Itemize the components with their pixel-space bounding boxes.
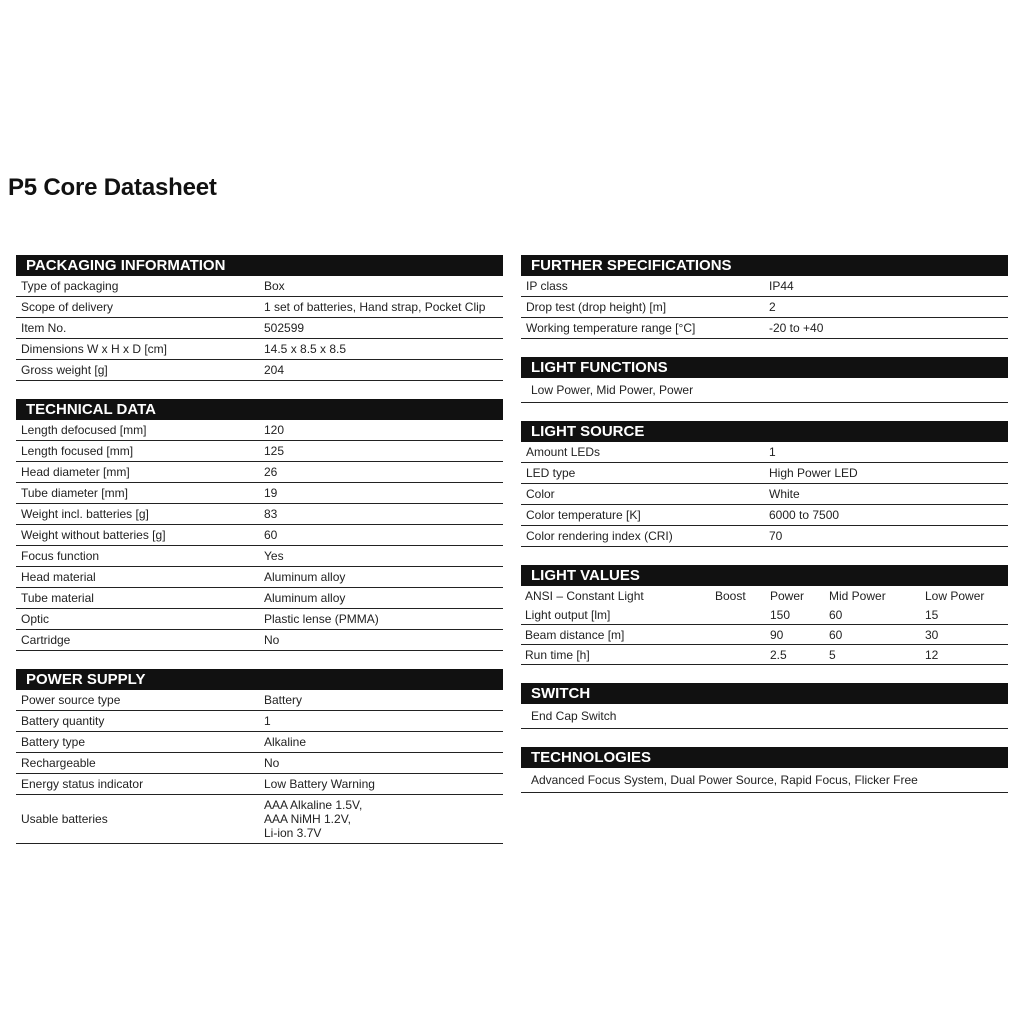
cell: 15 [921, 605, 1008, 625]
row-value: 60 [259, 525, 503, 546]
row-value: 19 [259, 483, 503, 504]
row-value: Yes [259, 546, 503, 567]
packaging-table [16, 276, 503, 381]
row-value: 2 [764, 297, 1008, 318]
row-label: Beam distance [m] [521, 625, 711, 645]
technologies-text: Advanced Focus System, Dual Power Source, Rapid Focus, Flicker Free [521, 768, 1008, 793]
table-row [521, 297, 1008, 318]
table-row [521, 484, 1008, 505]
row-label: IP class [521, 276, 764, 297]
row-label: Amount LEDs [521, 442, 764, 463]
row-label: Weight incl. batteries [g] [16, 504, 259, 525]
column-header: Low Power [925, 588, 985, 603]
row-label: Length focused [mm] [16, 441, 259, 462]
row-label: Focus function [16, 546, 259, 567]
row-value: IP44 [764, 276, 1008, 297]
table-row [16, 504, 503, 525]
row-label: Head diameter [mm] [16, 462, 259, 483]
power-table [16, 690, 503, 844]
table-row [16, 774, 503, 795]
row-value: Plastic lense (PMMA) [259, 609, 503, 630]
section-header: FURTHER SPECIFICATIONS [521, 255, 1008, 276]
light-values-section [521, 565, 1008, 665]
row-label: Rechargeable [16, 753, 259, 774]
table-row [16, 732, 503, 753]
table-header-row [521, 586, 1008, 605]
light-functions-section [521, 357, 1008, 403]
row-label: Tube diameter [mm] [16, 483, 259, 504]
row-label: Power source type [16, 690, 259, 711]
light-values-table [521, 586, 1008, 665]
switch-text: End Cap Switch [521, 704, 1008, 729]
row-value: 83 [259, 504, 503, 525]
table-row [521, 625, 1008, 645]
row-value: High Power LED [764, 463, 1008, 484]
table-row [16, 567, 503, 588]
row-value: 14.5 x 8.5 x 8.5 [259, 339, 503, 360]
row-value: 6000 to 7500 [764, 505, 1008, 526]
power-section [16, 669, 503, 844]
left-column [16, 255, 503, 862]
row-label: Battery quantity [16, 711, 259, 732]
row-value: No [259, 630, 503, 651]
row-label: Item No. [16, 318, 259, 339]
table-row [16, 360, 503, 381]
column-header: Boost [715, 588, 746, 603]
row-value: Alkaline [259, 732, 503, 753]
table-row [16, 546, 503, 567]
row-label: Usable batteries [16, 795, 259, 844]
row-label: Tube material [16, 588, 259, 609]
row-label: Battery type [16, 732, 259, 753]
right-column [521, 255, 1008, 811]
table-row [521, 645, 1008, 665]
row-label: Drop test (drop height) [m] [521, 297, 764, 318]
table-row [16, 420, 503, 441]
row-label: Head material [16, 567, 259, 588]
table-row [16, 462, 503, 483]
technical-table [16, 420, 503, 651]
row-label: Dimensions W x H x D [cm] [16, 339, 259, 360]
row-label: Run time [h] [521, 645, 711, 665]
section-header: LIGHT SOURCE [521, 421, 1008, 442]
row-label: LED type [521, 463, 764, 484]
table-row [16, 753, 503, 774]
section-header: SWITCH [521, 683, 1008, 704]
row-value: Battery [259, 690, 503, 711]
row-label: Color [521, 484, 764, 505]
further-table [521, 276, 1008, 339]
table-row [16, 609, 503, 630]
row-label: Optic [16, 609, 259, 630]
row-value: Low Battery Warning [259, 774, 503, 795]
row-label: Type of packaging [16, 276, 259, 297]
switch-section [521, 683, 1008, 729]
light-source-table [521, 442, 1008, 547]
table-row [16, 588, 503, 609]
technical-section [16, 399, 503, 651]
row-label: Weight without batteries [g] [16, 525, 259, 546]
table-row [16, 711, 503, 732]
row-label: Energy status indicator [16, 774, 259, 795]
row-value: Aluminum alloy [259, 588, 503, 609]
table-row [521, 605, 1008, 625]
table-row [521, 505, 1008, 526]
cell: 150 [766, 605, 825, 625]
table-row [521, 276, 1008, 297]
table-row [521, 526, 1008, 547]
column-header: Mid Power [829, 588, 886, 603]
row-value: 1 [259, 711, 503, 732]
light-source-section [521, 421, 1008, 547]
row-label: Length defocused [mm] [16, 420, 259, 441]
row-label: Color rendering index (CRI) [521, 526, 764, 547]
cell: 12 [921, 645, 1008, 665]
row-value: 125 [259, 441, 503, 462]
row-value: 1 [764, 442, 1008, 463]
table-row [16, 690, 503, 711]
row-value: No [259, 753, 503, 774]
row-label: Cartridge [16, 630, 259, 651]
packaging-section [16, 255, 503, 381]
table-row [521, 442, 1008, 463]
table-row [16, 339, 503, 360]
section-header: LIGHT VALUES [521, 565, 1008, 586]
cell: 30 [921, 625, 1008, 645]
row-value: 1 set of batteries, Hand strap, Pocket Clip [259, 297, 503, 318]
column-header: ANSI – Constant Light [525, 588, 644, 603]
cell [711, 645, 766, 665]
row-value: -20 to +40 [764, 318, 1008, 339]
row-value: 204 [259, 360, 503, 381]
table-row [16, 441, 503, 462]
row-label: Scope of delivery [16, 297, 259, 318]
row-value: 502599 [259, 318, 503, 339]
further-section [521, 255, 1008, 339]
cell [711, 605, 766, 625]
section-header: TECHNICAL DATA [16, 399, 503, 420]
table-row [16, 795, 503, 844]
row-label: Gross weight [g] [16, 360, 259, 381]
table-row [16, 525, 503, 546]
row-value: Box [259, 276, 503, 297]
table-row [16, 318, 503, 339]
row-value: 26 [259, 462, 503, 483]
cell: 90 [766, 625, 825, 645]
cell: 5 [825, 645, 921, 665]
table-row [521, 318, 1008, 339]
section-header: TECHNOLOGIES [521, 747, 1008, 768]
row-value: White [764, 484, 1008, 505]
row-label: Color temperature [K] [521, 505, 764, 526]
section-header: POWER SUPPLY [16, 669, 503, 690]
row-value: 70 [764, 526, 1008, 547]
section-header: PACKAGING INFORMATION [16, 255, 503, 276]
cell: 60 [825, 605, 921, 625]
cell [711, 625, 766, 645]
table-row [16, 297, 503, 318]
section-header: LIGHT FUNCTIONS [521, 357, 1008, 378]
cell: 2.5 [766, 645, 825, 665]
column-header: Power [770, 588, 805, 603]
row-label: Light output [lm] [521, 605, 711, 625]
technologies-section [521, 747, 1008, 793]
page-title: P5 Core Datasheet [8, 174, 217, 201]
row-value: 120 [259, 420, 503, 441]
table-row [16, 483, 503, 504]
table-row [16, 276, 503, 297]
row-value: AAA Alkaline 1.5V, AAA NiMH 1.2V, Li-ion 3.7V [259, 795, 503, 844]
row-value: Aluminum alloy [259, 567, 503, 588]
table-row [521, 463, 1008, 484]
cell: 60 [825, 625, 921, 645]
light-functions-text: Low Power, Mid Power, Power [521, 378, 1008, 403]
table-row [16, 630, 503, 651]
row-label: Working temperature range [°C] [521, 318, 764, 339]
